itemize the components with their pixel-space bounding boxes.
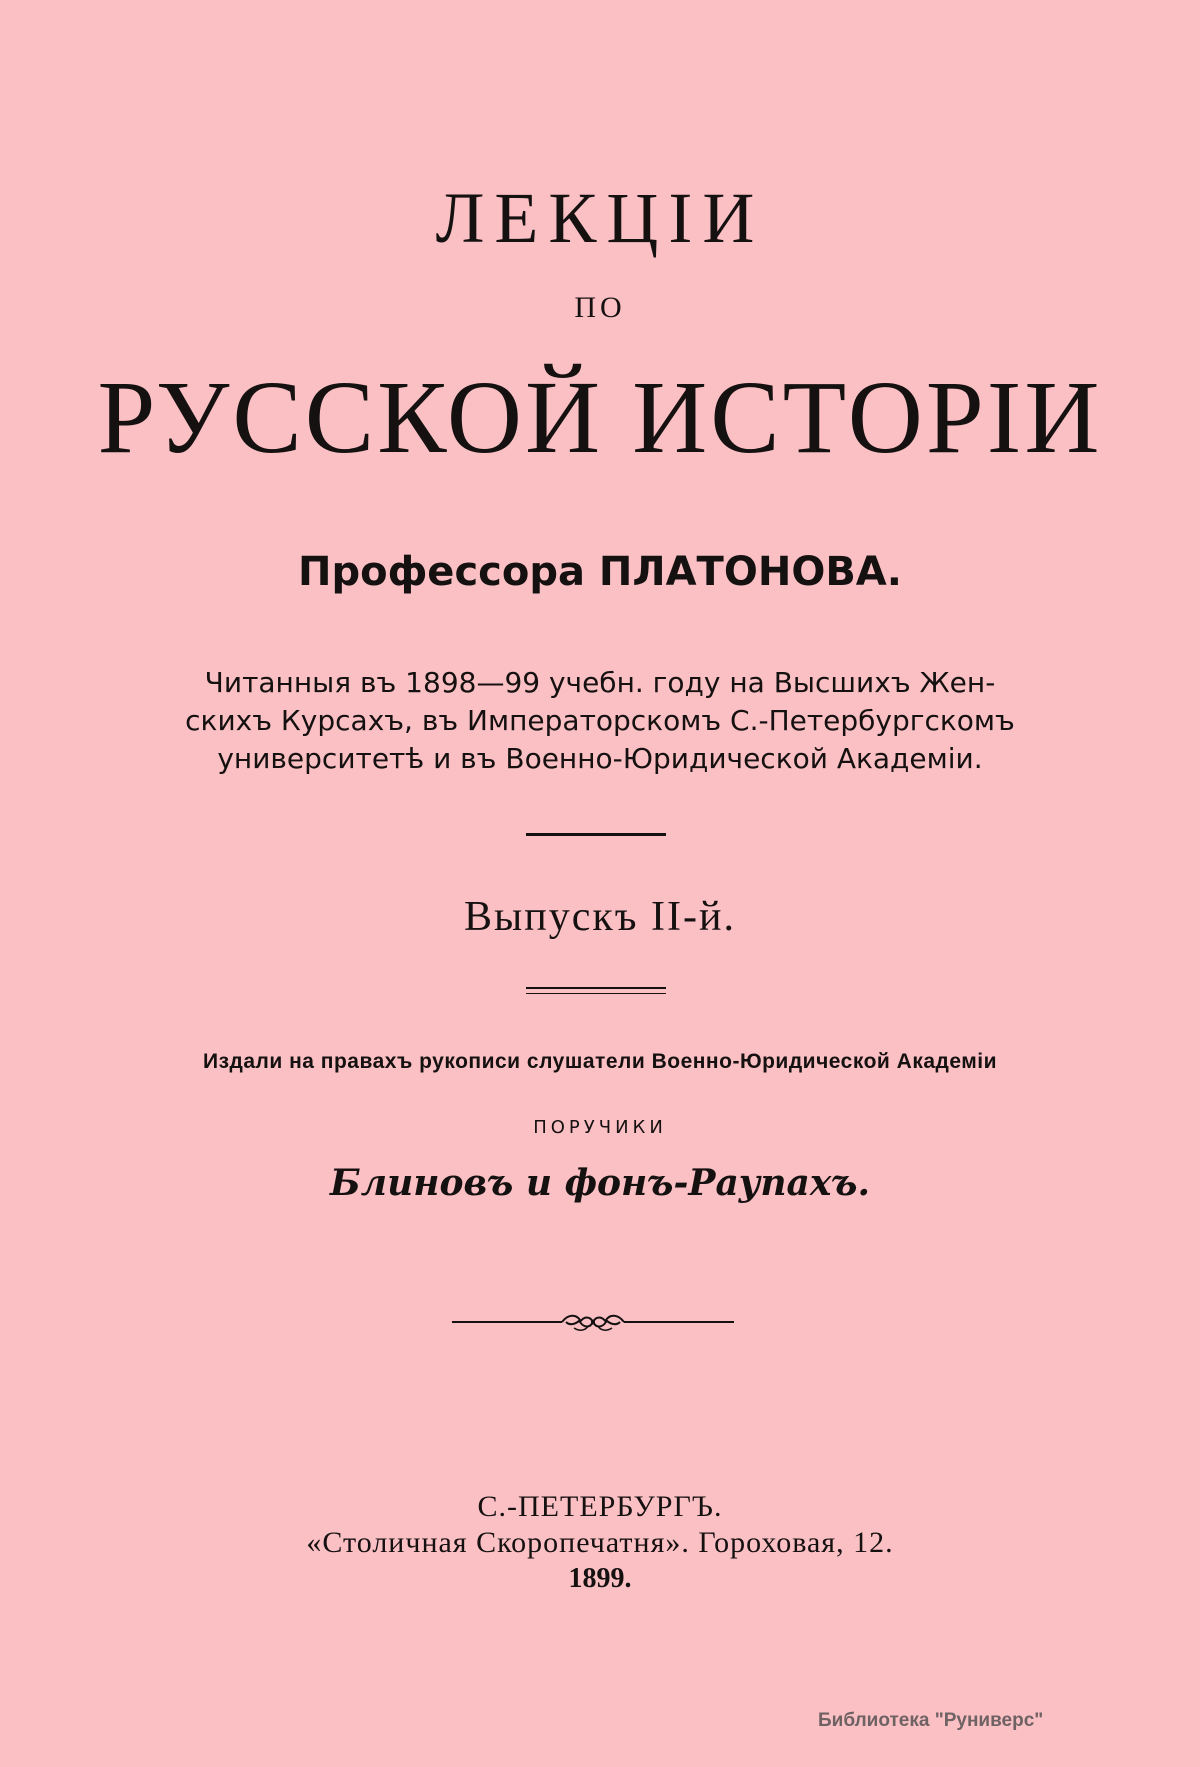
description-line-1: Читанныя въ 1898—99 учебн. году на Высшихъ Жен- xyxy=(204,666,996,699)
description-line-3: университетѣ и въ Военно-Юридической Академіи. xyxy=(217,742,983,775)
double-rule-bottom xyxy=(526,993,666,994)
rank-label: ПОРУЧИКИ xyxy=(533,1117,667,1138)
description-line-2: скихъ Курсахъ, въ Императорскомъ С.-Петербургскомъ xyxy=(185,704,1015,737)
title-line-lectures: ЛЕКЦІИ xyxy=(435,178,765,258)
imprint-year: 1899. xyxy=(568,1563,632,1594)
issue-number: Выпускъ II-й. xyxy=(464,894,736,940)
publisher-names: Блиновъ и фонъ-Раупахъ. xyxy=(329,1162,871,1204)
double-rule-top xyxy=(526,987,666,989)
ornament-divider-icon xyxy=(450,1310,736,1334)
title-line-po: ПО xyxy=(574,291,626,324)
title-line-russian-history: РУССКОЙ ИСТОРІИ xyxy=(97,360,1103,475)
imprint-city: С.-ПЕТЕРБУРГЪ. xyxy=(477,1490,723,1523)
author-line: Профессора ПЛАТОНОВА. xyxy=(298,549,902,595)
publisher-note: Издали на правахъ рукописи слушатели Военно-Юридической Академіи xyxy=(202,1050,998,1073)
imprint-printer: «Столичная Скоропечатня». Гороховая, 12. xyxy=(306,1526,894,1559)
library-watermark: Библиотека "Руниверс" xyxy=(818,1710,1044,1731)
divider-rule xyxy=(526,833,666,836)
